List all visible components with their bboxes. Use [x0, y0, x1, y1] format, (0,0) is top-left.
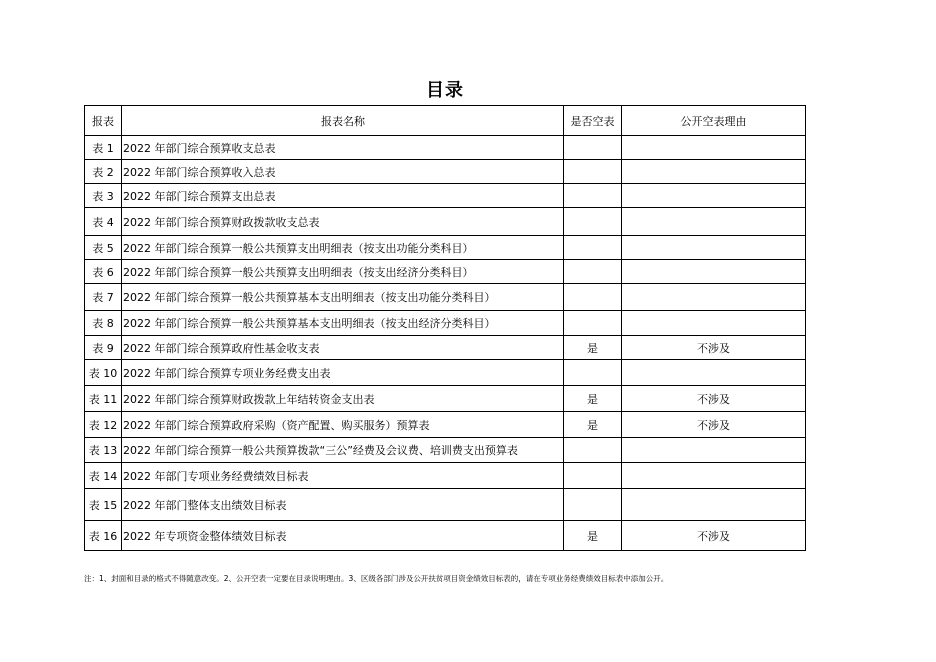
header-is-empty: 是否空表 — [564, 106, 622, 136]
empty-reason-cell — [622, 184, 806, 208]
report-no-cell: 表 4 — [85, 208, 122, 236]
is-empty-cell — [564, 463, 622, 489]
table-row — [85, 208, 806, 236]
report-name-cell: 2022 年部门综合预算一般公共预算支出明细表（按支出经济分类科目） — [122, 260, 564, 284]
is-empty-cell — [564, 311, 622, 336]
is-empty-cell — [564, 184, 622, 208]
report-name-cell: 2022 年部门综合预算财政拨款上年结转资金支出表 — [122, 386, 564, 412]
table-row — [85, 412, 806, 438]
table-row — [85, 184, 806, 208]
report-no-cell: 表 13 — [85, 438, 122, 463]
table-row — [85, 438, 806, 463]
report-no-cell: 表 15 — [85, 489, 122, 521]
is-empty-cell — [564, 208, 622, 236]
empty-reason-cell — [622, 284, 806, 311]
table-row — [85, 260, 806, 284]
table-row — [85, 236, 806, 260]
empty-reason-cell — [622, 236, 806, 260]
header-empty-reason: 公开空表理由 — [622, 106, 806, 136]
report-name-cell: 2022 年部门专项业务经费绩效目标表 — [122, 463, 564, 489]
empty-reason-cell — [622, 208, 806, 236]
footnote: 注：1、封面和目录的格式不得随意改变。2、公开空表一定要在目录说明理由。3、区级各部门涉及公开扶贫项目资金绩效目标表的，请在专项业务经费绩效目标表中添加公开。 — [84, 574, 669, 583]
report-name-cell: 2022 年部门综合预算一般公共预算基本支出明细表（按支出经济分类科目） — [122, 311, 564, 336]
report-no-cell: 表 6 — [85, 260, 122, 284]
report-no-cell: 表 2 — [85, 160, 122, 184]
report-name-cell: 2022 年部门综合预算财政拨款收支总表 — [122, 208, 564, 236]
report-name-cell: 2022 年部门综合预算一般公共预算基本支出明细表（按支出功能分类科目） — [122, 284, 564, 311]
report-name-cell: 2022 年部门综合预算政府采购（资产配置、购买服务）预算表 — [122, 412, 564, 438]
table-row — [85, 311, 806, 336]
empty-reason-cell: 不涉及 — [622, 521, 806, 551]
is-empty-cell — [564, 489, 622, 521]
report-no-cell: 表 16 — [85, 521, 122, 551]
is-empty-cell — [564, 160, 622, 184]
report-name-cell: 2022 年部门综合预算支出总表 — [122, 184, 564, 208]
is-empty-cell — [564, 260, 622, 284]
report-no-cell: 表 1 — [85, 136, 122, 160]
table-row — [85, 386, 806, 412]
report-name-cell: 2022 年部门整体支出绩效目标表 — [122, 489, 564, 521]
empty-reason-cell — [622, 160, 806, 184]
report-name-cell: 2022 年部门综合预算收入总表 — [122, 160, 564, 184]
header-report-no: 报表 — [85, 106, 122, 136]
is-empty-cell: 是 — [564, 412, 622, 438]
report-no-cell: 表 11 — [85, 386, 122, 412]
table-row — [85, 521, 806, 551]
empty-reason-cell — [622, 311, 806, 336]
empty-reason-cell — [622, 260, 806, 284]
empty-reason-cell — [622, 438, 806, 463]
report-no-cell: 表 12 — [85, 412, 122, 438]
report-no-cell: 表 5 — [85, 236, 122, 260]
empty-reason-cell — [622, 360, 806, 386]
page-title: 目录 — [426, 80, 464, 101]
report-no-cell: 表 3 — [85, 184, 122, 208]
table-row — [85, 489, 806, 521]
report-name-cell: 2022 年部门综合预算专项业务经费支出表 — [122, 360, 564, 386]
table-row — [85, 284, 806, 311]
is-empty-cell: 是 — [564, 336, 622, 360]
report-no-cell: 表 10 — [85, 360, 122, 386]
empty-reason-cell — [622, 136, 806, 160]
is-empty-cell: 是 — [564, 386, 622, 412]
empty-reason-cell: 不涉及 — [622, 386, 806, 412]
is-empty-cell — [564, 284, 622, 311]
report-no-cell: 表 14 — [85, 463, 122, 489]
is-empty-cell — [564, 360, 622, 386]
header-report-name: 报表名称 — [122, 106, 564, 136]
is-empty-cell — [564, 136, 622, 160]
report-no-cell: 表 8 — [85, 311, 122, 336]
table-row — [85, 336, 806, 360]
table-row — [85, 160, 806, 184]
empty-reason-cell: 不涉及 — [622, 336, 806, 360]
table-row — [85, 463, 806, 489]
table-row — [85, 360, 806, 386]
report-no-cell: 表 9 — [85, 336, 122, 360]
report-no-cell: 表 7 — [85, 284, 122, 311]
empty-reason-cell: 不涉及 — [622, 412, 806, 438]
is-empty-cell — [564, 438, 622, 463]
report-name-cell: 2022 年专项资金整体绩效目标表 — [122, 521, 564, 551]
report-index-table — [84, 105, 806, 551]
report-name-cell: 2022 年部门综合预算一般公共预算拨款“三公”经费及会议费、培训费支出预算表 — [122, 438, 564, 463]
report-name-cell: 2022 年部门综合预算政府性基金收支表 — [122, 336, 564, 360]
table-header-row — [85, 106, 806, 136]
empty-reason-cell — [622, 463, 806, 489]
is-empty-cell — [564, 236, 622, 260]
report-name-cell: 2022 年部门综合预算一般公共预算支出明细表（按支出功能分类科目） — [122, 236, 564, 260]
empty-reason-cell — [622, 489, 806, 521]
table-row — [85, 136, 806, 160]
is-empty-cell: 是 — [564, 521, 622, 551]
report-name-cell: 2022 年部门综合预算收支总表 — [122, 136, 564, 160]
